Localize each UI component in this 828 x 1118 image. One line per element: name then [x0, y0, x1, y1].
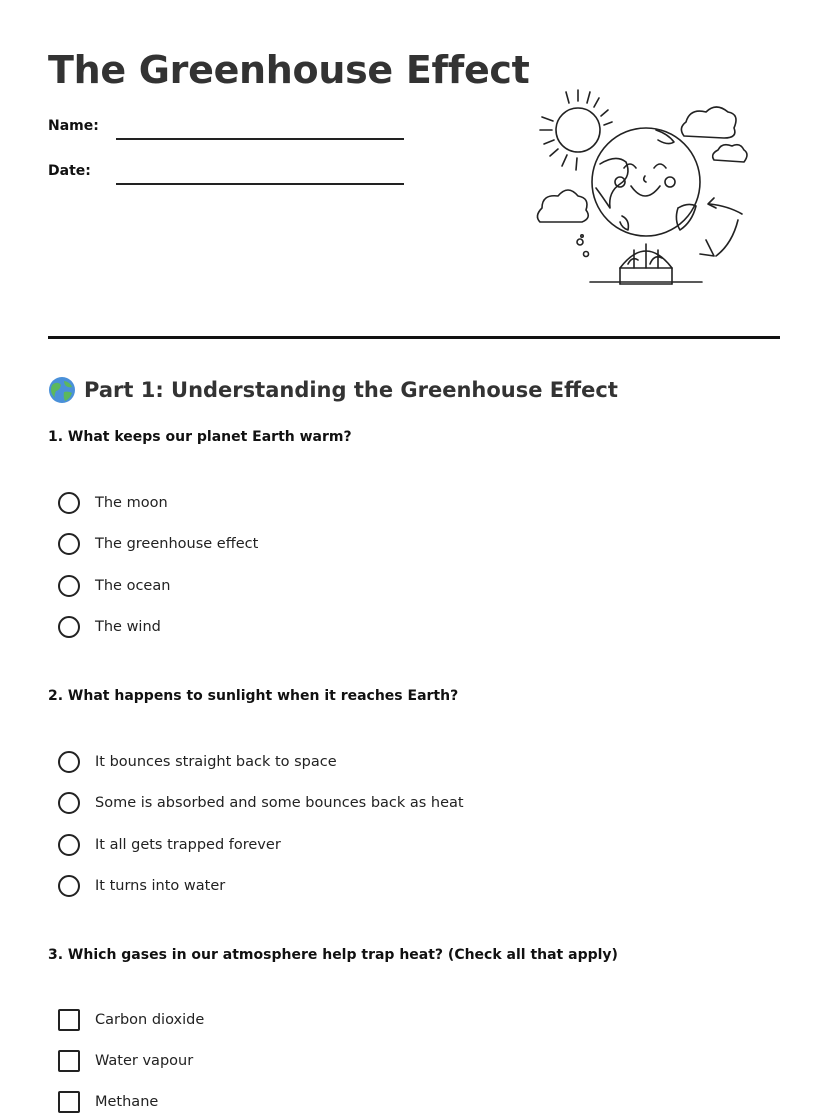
option-label: It all gets trapped forever — [95, 837, 281, 853]
checkbox[interactable] — [58, 1009, 80, 1031]
earth-greenhouse-illustration — [528, 84, 754, 292]
q1-option-3[interactable] — [58, 574, 170, 598]
greenhouse-icon — [590, 244, 702, 284]
name-label: Name: — [48, 118, 99, 134]
radio-button[interactable] — [58, 875, 80, 897]
q2-option-1[interactable] — [58, 750, 337, 774]
q1-option-4[interactable] — [58, 615, 161, 639]
option-label: The greenhouse effect — [95, 536, 259, 552]
worksheet-title: The Greenhouse Effect — [48, 48, 530, 92]
radio-button[interactable] — [58, 616, 80, 638]
name-field[interactable] — [116, 138, 404, 140]
q1-option-1[interactable] — [58, 491, 168, 515]
sun-icon — [540, 90, 612, 170]
option-label: It turns into water — [95, 878, 226, 894]
q2-option-4[interactable] — [58, 874, 225, 898]
option-label: The moon — [95, 495, 168, 511]
option-label: Carbon dioxide — [95, 1012, 205, 1028]
question-2: 2. What happens to sunlight when it reaches Earth? — [48, 688, 459, 704]
question-1: 1. What keeps our planet Earth warm? — [48, 429, 352, 445]
option-label: Some is absorbed and some bounces back as heat — [95, 795, 464, 811]
q1-option-2[interactable] — [58, 532, 258, 556]
radio-button[interactable] — [58, 575, 80, 597]
q2-option-3[interactable] — [58, 833, 281, 857]
option-label: Water vapour — [95, 1053, 194, 1069]
radio-button[interactable] — [58, 834, 80, 856]
part1-heading — [48, 374, 618, 406]
date-field[interactable] — [116, 183, 404, 185]
checkbox[interactable] — [58, 1050, 80, 1072]
globe-icon — [48, 376, 76, 404]
checkbox[interactable] — [58, 1091, 80, 1113]
question-3: 3. Which gases in our atmosphere help trap heat? (Check all that apply) — [48, 947, 618, 963]
part1-title: Part 1: Understanding the Greenhouse Effect — [84, 378, 618, 402]
radio-button[interactable] — [58, 751, 80, 773]
option-label: The ocean — [95, 578, 171, 594]
radio-button[interactable] — [58, 533, 80, 555]
section-divider — [48, 336, 780, 339]
q3-option-2[interactable] — [58, 1049, 193, 1073]
earth-icon — [592, 128, 700, 236]
radio-button[interactable] — [58, 492, 80, 514]
option-label: It bounces straight back to space — [95, 754, 337, 770]
option-label: Methane — [95, 1094, 159, 1110]
q2-option-2[interactable] — [58, 791, 464, 815]
option-label: The wind — [95, 619, 161, 635]
q3-option-3[interactable] — [58, 1090, 158, 1114]
q3-option-1[interactable] — [58, 1008, 204, 1032]
date-label: Date: — [48, 163, 91, 179]
radio-button[interactable] — [58, 792, 80, 814]
